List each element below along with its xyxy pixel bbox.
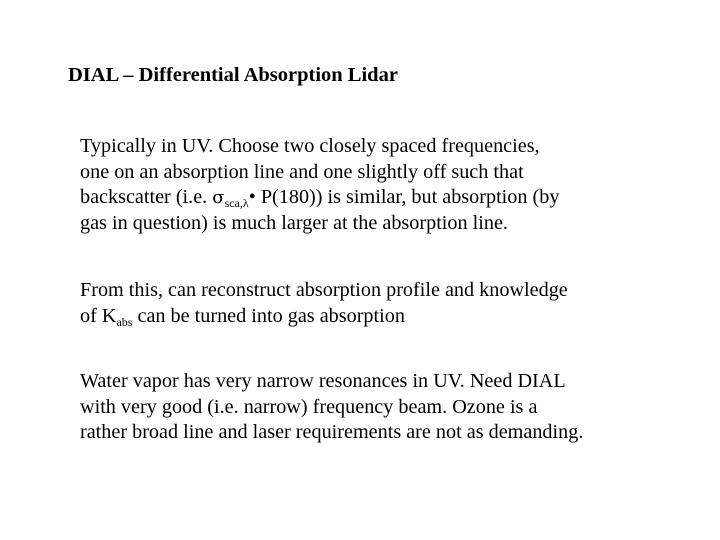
text-segment: of K <box>80 304 117 327</box>
text-line: Typically in UV. Choose two closely spaced frequencies, <box>80 135 540 157</box>
slide-title: DIAL – Differential Absorption Lidar <box>68 64 398 86</box>
text-line: gas in question) is much larger at the absorption line. <box>80 211 508 234</box>
text-line: one on an absorption line and one slightly off such that <box>80 160 524 183</box>
text-segment: • P(180)) is similar, but absorption (by <box>248 186 560 209</box>
sigma-subscript: sca,λ <box>224 196 249 211</box>
text-line: Water vapor has very narrow resonances in UV. Need DIAL <box>80 370 566 392</box>
text-line: with very good (i.e. narrow) frequency beam. Ozone is a <box>80 395 538 418</box>
text-line: From this, can reconstruct absorption profile and knowledge <box>80 279 568 301</box>
sigma-symbol: σ <box>212 187 225 209</box>
paragraph-dial-description <box>80 134 710 236</box>
text-line <box>80 304 710 330</box>
text-line <box>80 185 710 211</box>
text-segment: can be turned into gas absorption <box>132 304 405 327</box>
k-subscript: abs <box>116 314 133 329</box>
text-segment: backscatter (i.e. <box>80 186 213 209</box>
paragraph-water-vapor-ozone <box>80 369 710 446</box>
paragraph-reconstruction <box>80 278 710 329</box>
text-line: rather broad line and laser requirements are not as demanding. <box>80 421 584 444</box>
